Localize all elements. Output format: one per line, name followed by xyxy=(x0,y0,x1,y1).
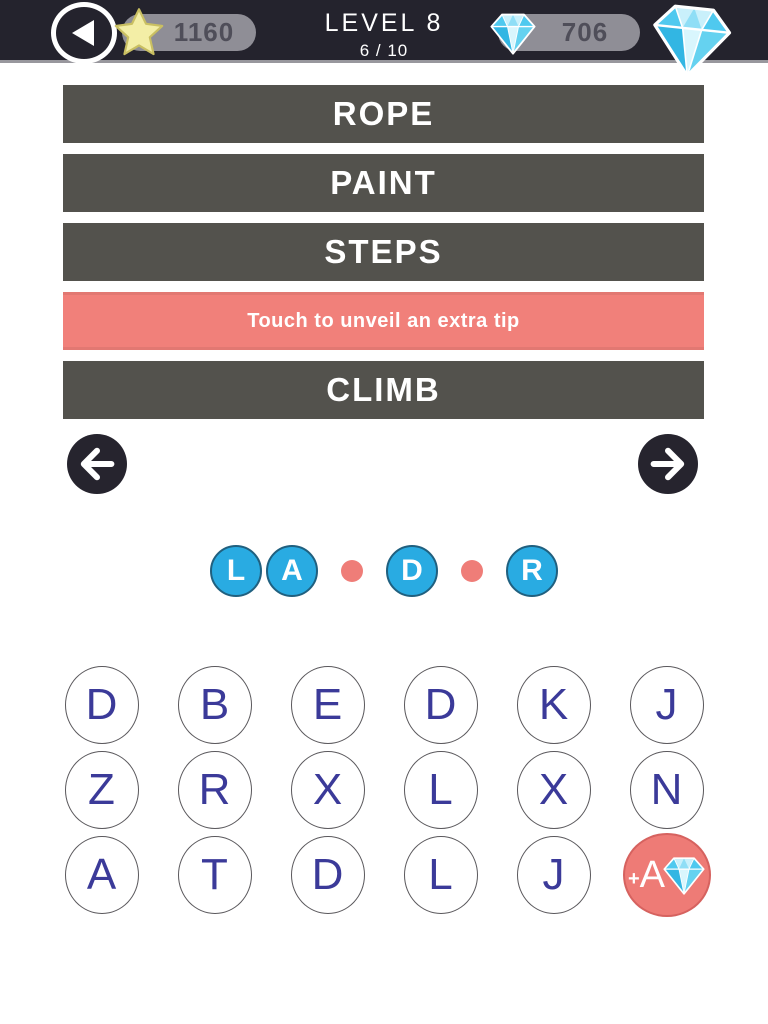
key-label: L xyxy=(428,850,453,899)
letter-key[interactable] xyxy=(404,751,478,829)
keyboard-row xyxy=(0,836,768,914)
back-icon xyxy=(72,20,94,46)
word-bar-steps xyxy=(63,223,704,281)
letter-key[interactable] xyxy=(517,751,591,829)
key-label: X xyxy=(538,765,569,814)
letter-key[interactable] xyxy=(178,666,252,744)
letter-key[interactable] xyxy=(630,751,704,829)
back-button[interactable] xyxy=(51,2,117,64)
arrow-left-icon xyxy=(67,434,127,494)
extra-letter-label: A xyxy=(639,853,666,896)
extra-tip-label: Touch to unveil an extra tip xyxy=(247,309,520,332)
letter-key[interactable] xyxy=(630,666,704,744)
star-icon xyxy=(112,6,166,60)
word-label: ROPE xyxy=(332,95,435,132)
top-bar xyxy=(0,0,768,63)
word-label: CLIMB xyxy=(326,371,441,408)
key-label: E xyxy=(312,680,343,729)
word-bar-rope xyxy=(63,85,704,143)
letter-key[interactable] xyxy=(517,836,591,914)
answer-slot[interactable] xyxy=(506,545,558,597)
level-progress: 6 / 10 xyxy=(359,41,409,60)
key-label: D xyxy=(311,850,344,899)
word-label: STEPS xyxy=(324,233,443,270)
gem-icon xyxy=(490,10,536,56)
answer-letter: R xyxy=(521,554,543,587)
key-label: J xyxy=(542,850,565,899)
letter-key[interactable] xyxy=(178,836,252,914)
word-label: PAINT xyxy=(330,164,437,201)
key-label: D xyxy=(424,680,457,729)
level-title: LEVEL 8 xyxy=(324,9,444,37)
prev-level-button[interactable] xyxy=(67,434,127,494)
answer-slot[interactable] xyxy=(266,545,318,597)
keyboard-row xyxy=(0,751,768,829)
answer-row xyxy=(0,544,768,598)
answer-slot[interactable] xyxy=(386,545,438,597)
key-label: X xyxy=(312,765,343,814)
keyboard-row xyxy=(0,666,768,744)
key-label: J xyxy=(655,680,678,729)
empty-slot-dot xyxy=(341,560,363,582)
key-label: D xyxy=(85,680,118,729)
shop-gem-icon[interactable] xyxy=(647,0,735,85)
key-label: R xyxy=(198,765,231,814)
answer-letter: A xyxy=(281,554,303,587)
word-bar-paint xyxy=(63,154,704,212)
key-label: N xyxy=(650,765,683,814)
extra-tip-button[interactable] xyxy=(63,292,704,350)
word-bar-climb xyxy=(63,361,704,419)
letter-key[interactable] xyxy=(291,836,365,914)
word-list xyxy=(63,85,704,430)
stars-count: 1160 xyxy=(173,17,235,47)
answer-letter: D xyxy=(401,554,423,587)
key-label: Z xyxy=(88,765,115,814)
letter-key[interactable] xyxy=(65,751,139,829)
letter-key[interactable] xyxy=(404,666,478,744)
gems-counter xyxy=(498,14,640,51)
letter-key[interactable] xyxy=(291,666,365,744)
key-label: A xyxy=(86,850,117,899)
next-level-button[interactable] xyxy=(638,434,698,494)
extra-letter-cell xyxy=(627,836,704,914)
empty-slot-dot xyxy=(461,560,483,582)
letter-keyboard xyxy=(0,666,768,921)
answer-slot[interactable] xyxy=(210,545,262,597)
plus-sign: + xyxy=(627,867,640,890)
key-label: B xyxy=(199,680,230,729)
gems-count: 706 xyxy=(561,17,609,47)
gem-icon xyxy=(663,854,705,896)
key-label: L xyxy=(428,765,453,814)
key-label: T xyxy=(201,850,228,899)
key-label: K xyxy=(538,680,569,729)
arrow-right-icon xyxy=(638,434,698,494)
buy-letter-button[interactable] xyxy=(623,833,711,917)
letter-key[interactable] xyxy=(178,751,252,829)
letter-key[interactable] xyxy=(404,836,478,914)
letter-key[interactable] xyxy=(65,666,139,744)
stars-counter xyxy=(122,14,256,51)
letter-key[interactable] xyxy=(65,836,139,914)
answer-letter: L xyxy=(226,554,246,587)
letter-key[interactable] xyxy=(517,666,591,744)
letter-key[interactable] xyxy=(291,751,365,829)
